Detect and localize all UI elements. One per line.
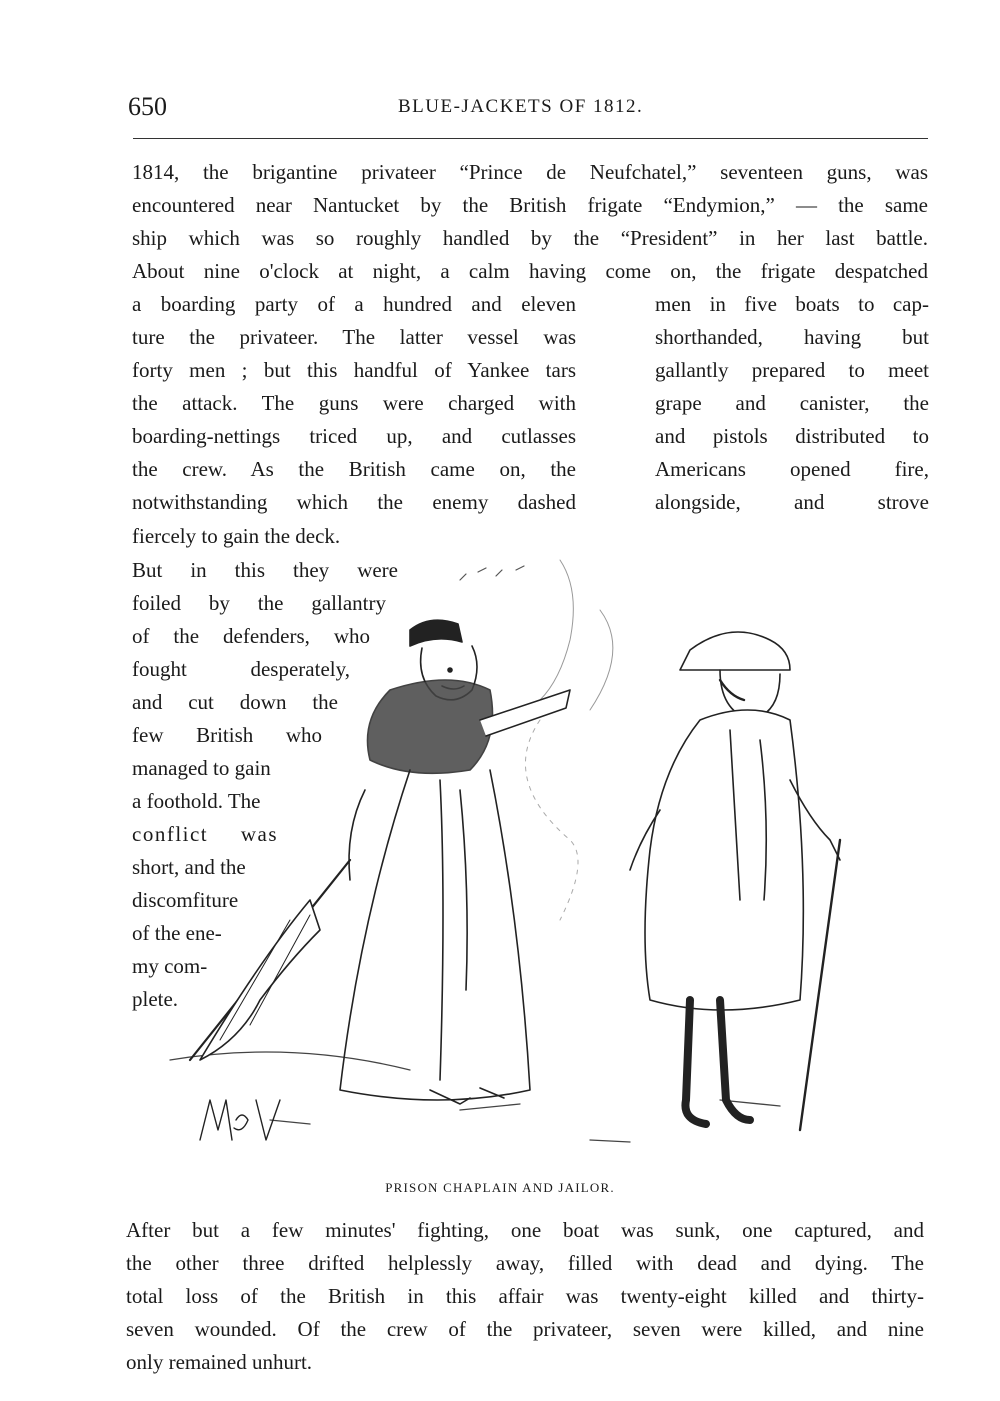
- artist-monogram: [200, 1100, 280, 1140]
- wrap-line: of the defenders, who: [132, 624, 370, 648]
- wrap-line: managed to gain: [132, 756, 271, 780]
- left-column-line: the crew. As the British came on, the: [132, 457, 576, 481]
- wrap-line: plete.: [132, 987, 179, 1011]
- wrap-line: fought desperately,: [132, 657, 350, 681]
- wrap-line: and cut down the: [132, 690, 338, 714]
- header-rule: [133, 138, 928, 139]
- figure-caption: PRISON CHAPLAIN AND JAILOR.: [385, 1180, 615, 1195]
- right-column-line: grape and canister, the: [655, 391, 929, 415]
- text-line: the other three drifted helplessly away, filled with dead and dying. The: [126, 1251, 924, 1275]
- text-line: total loss of the British in this affair was twenty-eight killed and thirty-: [126, 1284, 924, 1308]
- left-column-line: boarding-nettings triced up, and cutlasses: [132, 424, 576, 448]
- wrap-line: few British who: [132, 723, 322, 747]
- wrap-line: conflict was: [132, 822, 278, 846]
- left-column-line: notwithstanding which the enemy dashed: [132, 490, 576, 514]
- text-line: ship which was so roughly handled by the “President” in her last battle.: [132, 226, 928, 250]
- right-column-line: alongside, and strove: [655, 490, 929, 514]
- text-line: 1814, the brigantine privateer “Prince de Neufchatel,” seventeen guns, was: [132, 160, 928, 184]
- text-line: seven wounded. Of the crew of the privateer, seven were killed, and nine: [126, 1317, 924, 1341]
- right-column-line: gallantly prepared to meet: [655, 358, 929, 382]
- right-column-line: men in five boats to cap-: [655, 292, 929, 316]
- wrap-line: a foothold. The: [132, 789, 261, 813]
- chaplain-figure: [340, 620, 570, 1104]
- page-number: 650: [128, 92, 167, 121]
- wrap-line: foiled by the gallantry: [132, 591, 386, 615]
- right-column-line: Americans opened fire,: [655, 457, 929, 481]
- right-column-line: shorthanded, having but: [655, 325, 929, 349]
- jailor-figure: [630, 632, 840, 1130]
- left-column-line: the attack. The guns were charged with: [132, 391, 576, 415]
- wrap-line: my com-: [132, 954, 208, 978]
- left-column-line: fiercely to gain the deck.: [132, 524, 341, 548]
- umbrella-icon: [190, 860, 350, 1060]
- text-line: encountered near Nantucket by the British frigate “Endymion,” — the same: [132, 193, 928, 217]
- left-column-line: ture the privateer. The latter vessel was: [132, 325, 576, 349]
- wrap-line: But in this they were: [132, 558, 398, 582]
- running-title: BLUE-JACKETS OF 1812.: [398, 96, 644, 117]
- wrap-line: of the ene-: [132, 921, 222, 945]
- illustration-chaplain-and-jailor: [160, 520, 880, 1170]
- wrap-line: discomfiture: [132, 888, 239, 912]
- text-line: only remained unhurt.: [126, 1350, 313, 1374]
- text-line: After but a few minutes' fighting, one boat was sunk, one captured, and: [126, 1218, 924, 1242]
- wrap-line: short, and the: [132, 855, 246, 879]
- right-column-line: and pistols distributed to: [655, 424, 929, 448]
- left-column-line: a boarding party of a hundred and eleven: [132, 292, 576, 316]
- left-column-line: forty men ; but this handful of Yankee tars: [132, 358, 576, 382]
- text-line: About nine o'clock at night, a calm having come on, the frigate despatched: [132, 259, 928, 283]
